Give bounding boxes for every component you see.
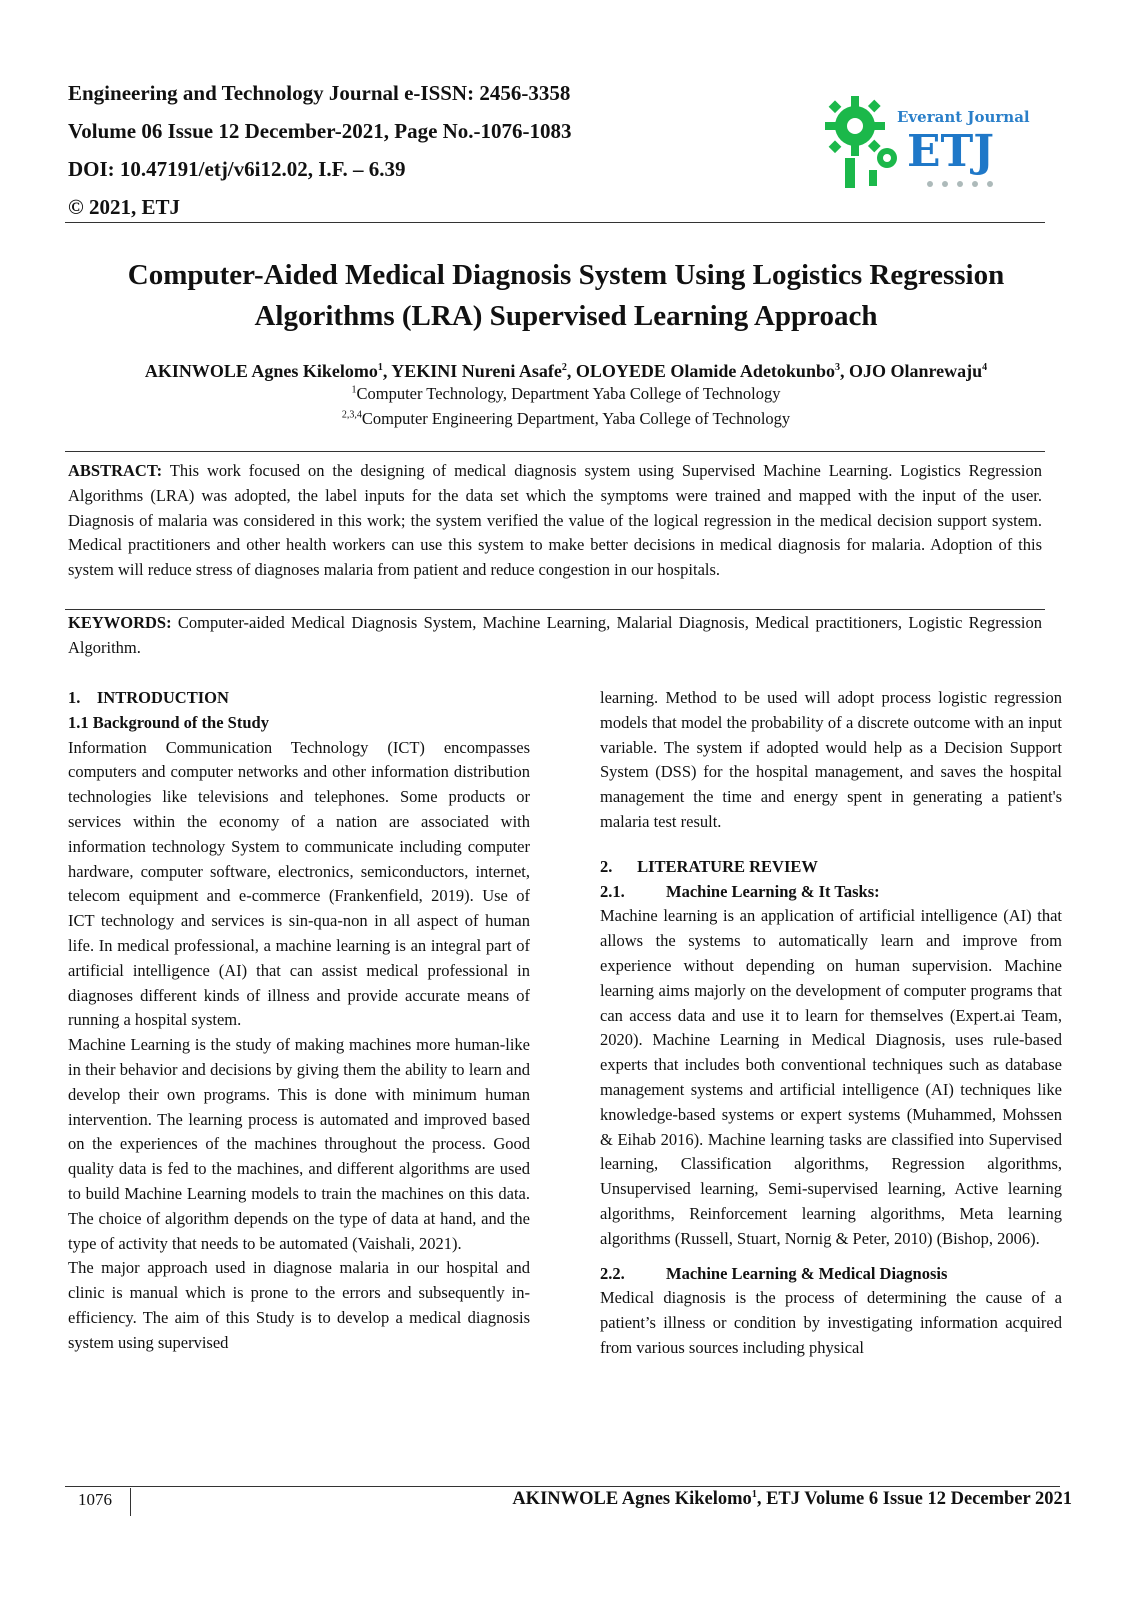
keywords-text: Computer-aided Medical Diagnosis System, Machine Learning, Malarial Diagnosis, Medical practitioners, Logistic Regression Algorithm. (68, 613, 1042, 657)
etj-logo-icon (815, 88, 1035, 198)
abstract-label: ABSTRACT: (68, 461, 163, 480)
journal-line: Engineering and Technology Journal e-ISSN: 2456-3358 (68, 81, 571, 105)
subsection-1-1-heading: 1.1 Background of the Study (68, 712, 269, 732)
paragraph-ict: Information Communication Technology (ICT) encompasses computers and computer networks and other information distribution technologies like televisions and telephones. Some products or services within the economy of a nation are associated with information technology System to communicate including computer hardware, computer software, electronics, semiconductors, internet, telecom equipment and e-commerce (Frankenfield, 2019). Use of ICT technology and services is sin-qua-non in all aspect of human life. In medical professional, a machine learning is an integral part of artificial intelligence (AI) that can assist medical professional in diagnoses different kinds of illness and provide accurate means of running a hospital system. (68, 737, 530, 1030)
paragraph-machine-learning: Machine Learning is the study of making machines more human-like in their behavior and decisions by giving them the ability to learn and develop their own programs. This is done with minimum human intervention. The learning process is automated and improved based on the experiences of the machines throughout the process. Good quality data is fed to the machines, and different algorithms are used to build Machine Learning models to train the machines on this data. The choice of algorithm depends on the type of data at hand, and the type of activity that needs to be automated (Vaishali, 2021). (68, 1035, 530, 1253)
right-column (600, 686, 1062, 1361)
paragraph-ml-tasks: Machine learning is an application of artificial intelligence (AI) that allows the systems to automatically learn and improve from experience without depending on human supervision. Machine learning aims majorly on the development of computer programs that can access data and use it to learn for themselves (Expert.ai Team, 2020). Machine Learning in Medical Diagnosis, uses rule-based experts that includes both conventional techniques such as database management systems and artificial intelligence (AI) techniques like knowledge-based systems or expert systems (Muhammed, Mohssen & Eihab 2016). Machine learning tasks are classified into Supervised learning, Classification algorithms, Regression algorithms, Unsupervised learning, Semi-supervised learning, Active learning algorithms, Reinforcement learning algorithms, Meta learning algorithms (Russell, Stuart, Nornig & Peter, 2010) (Bishop, 2006). (600, 906, 1062, 1248)
abstract-top-rule (65, 451, 1045, 452)
author-1: AKINWOLE Agnes Kikelomo$^1$, (144, 361, 392, 381)
paragraph-continuation: learning. Method to be used will adopt process logistic regression models that model the probability of a discrete outcome with an input variable. The system if adopted would help as a Decision Support System (DSS) for the hospital management, and saves the hospital management the time and energy spent in generating a patient's malaria test result. (600, 688, 1062, 831)
paragraph-approach: The major approach used in diagnose malaria in our hospital and clinic is manual which is prone to the errors and subsequently in-efficiency. The aim of this Study is to develop a medical diagnosis system using supervised (68, 1258, 530, 1352)
journal-logo (815, 88, 1035, 198)
author-2: YEKINI Nureni Asafe$^2$, (391, 361, 576, 381)
header-rule (65, 222, 1045, 223)
doi-line: DOI: 10.47191/etj/v6i12.02, I.F. – 6.39 (68, 157, 406, 181)
affiliation-2: $^{2,3,4}$Computer Engineering Department, Yaba College of Technology (341, 409, 791, 428)
keywords-label: KEYWORDS: (68, 613, 172, 632)
subsection-2-1-heading: 2.1. Machine Learning & It Tasks: (600, 881, 880, 901)
footer-author-line: AKINWOLE Agnes Kikelomo$^1$, ETJ Volume 6 Issue 12 December 2021 (512, 1488, 1072, 1509)
keywords (68, 611, 1042, 661)
paper-title (90, 255, 1042, 337)
volume-line: Volume 06 Issue 12 December-2021, Page No.-1076-1083 (68, 119, 572, 143)
paragraph-medical-diagnosis: Medical diagnosis is the process of determining the cause of a patient’s illness or condition by investigating information acquired from various sources including physical (600, 1288, 1062, 1357)
abstract (68, 459, 1042, 583)
section-2-heading: 2. LITERATURE REVIEW (600, 856, 818, 876)
footer-rule (65, 1486, 1060, 1487)
left-column (68, 686, 530, 1356)
copyright-line: © 2021, ETJ (68, 195, 180, 219)
footer-divider (130, 1488, 131, 1516)
logo-letters: ETJ (907, 126, 995, 177)
subsection-2-2-heading: 2.2. Machine Learning & Medical Diagnosis (600, 1263, 948, 1283)
keywords-rule (65, 609, 1045, 610)
author-3: OLOYEDE Olamide Adetokunbo$^3$, (575, 361, 849, 381)
abstract-text: This work focused on the designing of medical diagnosis system using Supervised Machine Learning. Logistics Regression Algorithms (LRA) was adopted, the label inputs for the data set which the symptoms were trained and mapped with the input of the user. Diagnosis of malaria was considered in this work; the system verified the value of the logical regression in the medical decision support system. Medical practitioners and other health workers can use this system to make better decisions in medical diagnosis for malaria. Adoption of this system will reduce stress of diagnoses malaria from patient and reduce congestion in our hospitals. (68, 461, 1042, 580)
title-line-1: Computer-Aided Medical Diagnosis System Using Logistics Regression (127, 259, 1005, 291)
affiliation-1: $^1$Computer Technology, Department Yaba College of Technology (351, 384, 781, 403)
section-1-heading: 1. INTRODUCTION (68, 688, 229, 707)
logo-top-text: Everant Journal (897, 108, 1030, 126)
title-line-2: Algorithms (LRA) Supervised Learning Approach (254, 300, 878, 332)
author-4: OJO Olanrewaju$^4$ (848, 361, 988, 381)
author-list (60, 358, 1072, 384)
page-number: 1076 (78, 1490, 112, 1509)
